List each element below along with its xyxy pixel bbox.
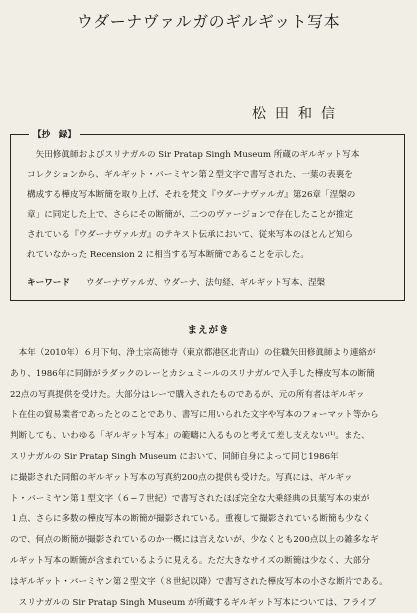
- keywords-values: ウダーナヴァルガ、ウダーナ、法句経、ギルギット写本、涅槃: [85, 278, 326, 288]
- body-line: スリナガルの Sir Pratap Singh Museum が所蔵するギルギット写本については、フライブ: [10, 597, 377, 608]
- author-name: 松田和信: [252, 106, 344, 122]
- keywords-label: キーワード: [27, 278, 70, 288]
- abstract-line: 章」に同定した上で、さらにその断簡が、二つのヴァージョンで存在したことが推定: [27, 210, 353, 220]
- body-line: ト・バーミヤン第１型文字（６−７世紀）で書写されたほぼ完全な大乗経典の貝葉写本の束が: [10, 493, 370, 504]
- body-line: １点、さらに多数の樺皮写本の断簡が撮影されている。重複して撮影されている断簡も少なく: [10, 514, 371, 525]
- abstract-line: されている『ウダーナヴァルガ』のテキスト伝承において、従来写本のほとんど知ら: [27, 230, 354, 240]
- paper-title: ウダーナヴァルガのギルギット写本: [76, 12, 341, 31]
- body-line: ト在住の貿易業者であったとのことであり、書写に用いられた文字や写本のフォーマット等から: [10, 410, 379, 421]
- body-line: 本年（2010年）６月下旬、浄土宗高徳寺（東京都港区北青山）の住職矢田修眞師より連絡が: [10, 348, 376, 358]
- abstract-box: [10, 130, 405, 301]
- body-line: ので、何点の断簡が撮影されているのか一概には言えないが、少なくとも200点以上の雑多なギ: [10, 535, 379, 546]
- abstract-text: [27, 145, 397, 265]
- body-line: はギルギット・バーミヤン第２型文字（８世紀以降）で書写された樺皮写本の小さな断片である。: [10, 576, 388, 587]
- abstract-label: 【抄 録】: [29, 128, 80, 140]
- body-line: ルギット写本の断簡が含まれているように見える。ただ大きなサイズの断簡は少なく、大部分: [10, 555, 370, 566]
- body-line: に撮影された同館のギルギット写本の写真約200点の提供も受けた。写真には、ギルギッ: [10, 472, 353, 483]
- body-line: あり、1986年に同師がラダックのレーとカシュミールのスリナガルで入手した樺皮写本の断簡: [10, 368, 375, 379]
- body-text: [10, 343, 407, 613]
- abstract-line: コレクションから、ギルギット・バーミヤン第２型文字で書写された、一葉の表裏を: [27, 170, 353, 180]
- abstract-line: 矢田修眞師およびスリナガルの Sir Pratap Singh Museum 所蔵のギルギット写本: [27, 150, 360, 160]
- body-line: 22点の写真提供を受けた。大部分はレーで購入されたものであるが、元の所有者はギルギッ: [10, 389, 365, 400]
- body-line: スリナガルの Sir Pratap Singh Museum において、同師自身によって同じ1986年: [10, 451, 339, 462]
- body-line: 判断しても、いわゆる「ギルギット写本」の範疇に入るものと考えて差し支えない⁽¹⁾。また、: [10, 431, 370, 442]
- section-heading: まえがき: [187, 325, 230, 336]
- keywords-row: [27, 273, 397, 293]
- abstract-line: れていなかった Recension 2 に相当する写本断簡であることを示した。: [27, 250, 309, 260]
- abstract-line: 構成する樺皮写本断簡を取り上げ、それを梵文『ウダーナヴァルガ』第26章「涅槃の: [27, 190, 356, 200]
